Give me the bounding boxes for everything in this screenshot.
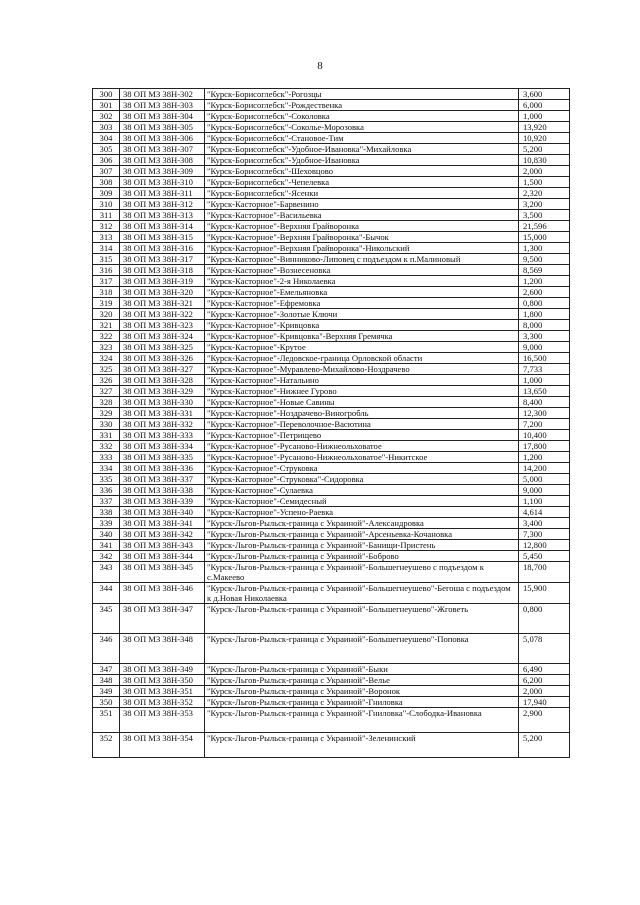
row-number-cell: 332 [93,441,120,452]
road-code-cell: 38 ОП МЗ 38Н-343 [120,540,205,551]
row-number-cell: 305 [93,144,120,155]
road-name-cell: "Курск-Борисоглебск"-Ясенки [205,188,519,199]
road-length-cell: 5,000 [519,474,570,485]
road-name-cell: "Курск-Касторное"-Струковка [205,463,519,474]
road-name-cell: "Курск-Борисоглебск"-Удобное-Ивановка"-Михайловка [205,144,519,155]
row-number-cell: 335 [93,474,120,485]
row-number-cell: 306 [93,155,120,166]
row-number-cell: 322 [93,331,120,342]
road-code-cell: 38 ОП МЗ 38Н-352 [120,697,205,708]
table-row [93,496,570,507]
road-name-cell: "Курск-Касторное"-Новые Савины [205,397,519,408]
road-code-cell: 38 ОП МЗ 38Н-304 [120,111,205,122]
road-length-cell: 13,650 [519,386,570,397]
road-code-cell: 38 ОП МЗ 38Н-344 [120,551,205,562]
road-length-cell: 17,940 [519,697,570,708]
road-name-cell: "Курск-Льгов-Рыльск-граница с Украиной"-Большегнеушево"-Бегоша с подъездом к д.Новая Николаевка [205,583,519,604]
road-length-cell: 5,200 [519,144,570,155]
road-name-cell: "Курск-Касторное"-Муравлево-Михайлово-Ноздрачево [205,364,519,375]
table-row [93,144,570,155]
road-length-cell: 8,000 [519,320,570,331]
table-row [93,199,570,210]
road-length-cell: 8,569 [519,265,570,276]
road-code-cell: 38 ОП МЗ 38Н-318 [120,265,205,276]
road-length-cell: 3,300 [519,331,570,342]
road-code-cell: 38 ОП МЗ 38Н-351 [120,686,205,697]
road-name-cell: "Курск-Льгов-Рыльск-граница с Украиной"-Зеленинский [205,733,519,758]
row-number-cell: 320 [93,309,120,320]
road-name-cell: "Курск-Касторное"-Верхняя Грайворонка"-Бычок [205,232,519,243]
road-length-cell: 2,000 [519,166,570,177]
table-row [93,634,570,664]
road-name-cell: "Курск-Льгов-Рыльск-граница с Украиной"-Большегнеушево с подъездом к с.Макеево [205,562,519,583]
row-number-cell: 316 [93,265,120,276]
row-number-cell: 311 [93,210,120,221]
road-code-cell: 38 ОП МЗ 38Н-314 [120,221,205,232]
table-row [93,188,570,199]
table-row [93,243,570,254]
road-length-cell: 21,596 [519,221,570,232]
road-name-cell: "Курск-Касторное"-Верхняя Грайворонка"-Никольский [205,243,519,254]
row-number-cell: 348 [93,675,120,686]
row-number-cell: 325 [93,364,120,375]
road-name-cell: "Курск-Касторное"-Переволочное-Васютина [205,419,519,430]
row-number-cell: 319 [93,298,120,309]
road-code-cell: 38 ОП МЗ 38Н-335 [120,452,205,463]
row-number-cell: 352 [93,733,120,758]
road-code-cell: 38 ОП МЗ 38Н-334 [120,441,205,452]
row-number-cell: 350 [93,697,120,708]
road-code-cell: 38 ОП МЗ 38Н-328 [120,375,205,386]
road-code-cell: 38 ОП МЗ 38Н-306 [120,133,205,144]
road-length-cell: 10,830 [519,155,570,166]
road-length-cell: 1,800 [519,309,570,320]
row-number-cell: 331 [93,430,120,441]
table-row [93,100,570,111]
table-row [93,177,570,188]
road-code-cell: 38 ОП МЗ 38Н-326 [120,353,205,364]
table-row [93,708,570,733]
road-code-cell: 38 ОП МЗ 38Н-331 [120,408,205,419]
row-number-cell: 312 [93,221,120,232]
table-row [93,276,570,287]
table-row [93,551,570,562]
table-row [93,452,570,463]
table-row [93,89,570,100]
table-row [93,540,570,551]
row-number-cell: 308 [93,177,120,188]
table-row [93,342,570,353]
road-length-cell: 10,920 [519,133,570,144]
row-number-cell: 301 [93,100,120,111]
table-row [93,583,570,604]
road-name-cell: "Курск-Льгов-Рыльск-граница с Украиной"-Большегнеушево"-Поповка [205,634,519,664]
table-row [93,232,570,243]
road-length-cell: 12,800 [519,540,570,551]
row-number-cell: 340 [93,529,120,540]
road-length-cell: 3,600 [519,89,570,100]
row-number-cell: 323 [93,342,120,353]
road-code-cell: 38 ОП МЗ 38Н-307 [120,144,205,155]
road-name-cell: "Курск-Касторное"-Емельяновка [205,287,519,298]
road-length-cell: 1,200 [519,276,570,287]
table-row [93,375,570,386]
road-name-cell: "Курск-Касторное"-Золотые Ключи [205,309,519,320]
road-code-cell: 38 ОП МЗ 38Н-340 [120,507,205,518]
table-row [93,353,570,364]
road-code-cell: 38 ОП МЗ 38Н-303 [120,100,205,111]
roads-table-body [93,89,570,758]
row-number-cell: 351 [93,708,120,733]
table-row [93,287,570,298]
row-number-cell: 318 [93,287,120,298]
table-row [93,604,570,634]
row-number-cell: 338 [93,507,120,518]
road-name-cell: "Курск-Борисоглебск"-Удобное-Ивановка [205,155,519,166]
table-row [93,331,570,342]
road-code-cell: 38 ОП МЗ 38Н-336 [120,463,205,474]
row-number-cell: 310 [93,199,120,210]
road-length-cell: 2,900 [519,708,570,733]
row-number-cell: 321 [93,320,120,331]
road-code-cell: 38 ОП МЗ 38Н-330 [120,397,205,408]
road-code-cell: 38 ОП МЗ 38Н-341 [120,518,205,529]
row-number-cell: 336 [93,485,120,496]
table-row [93,298,570,309]
road-code-cell: 38 ОП МЗ 38Н-322 [120,309,205,320]
road-name-cell: "Курск-Касторное"-Сулаевка [205,485,519,496]
table-row [93,122,570,133]
row-number-cell: 307 [93,166,120,177]
road-length-cell: 2,000 [519,686,570,697]
row-number-cell: 333 [93,452,120,463]
road-length-cell: 8,400 [519,397,570,408]
road-name-cell: "Курск-Касторное"-Кривцовка [205,320,519,331]
road-name-cell: "Курск-Касторное"-Ледовское-граница Орловской области [205,353,519,364]
table-row [93,733,570,758]
road-name-cell: "Курск-Борисоглебск"-Шеховцово [205,166,519,177]
road-length-cell: 6,200 [519,675,570,686]
road-code-cell: 38 ОП МЗ 38Н-329 [120,386,205,397]
table-row [93,474,570,485]
road-name-cell: "Курск-Касторное"-2-я Николаевка [205,276,519,287]
road-name-cell: "Курск-Борисоглебск"-Рождественка [205,100,519,111]
table-row [93,441,570,452]
row-number-cell: 309 [93,188,120,199]
road-code-cell: 38 ОП МЗ 38Н-319 [120,276,205,287]
road-name-cell: "Курск-Льгов-Рыльск-граница с Украиной"-Александровка [205,518,519,529]
road-name-cell: "Курск-Касторное"-Ноздрачево-Виногробль [205,408,519,419]
road-length-cell: 7,300 [519,529,570,540]
road-name-cell: "Курск-Борисоглебск"-Соколье-Морозовка [205,122,519,133]
road-length-cell: 2,320 [519,188,570,199]
row-number-cell: 313 [93,232,120,243]
road-code-cell: 38 ОП МЗ 38Н-310 [120,177,205,188]
road-name-cell: "Курск-Касторное"-Верхняя Грайворонка [205,221,519,232]
road-code-cell: 38 ОП МЗ 38Н-345 [120,562,205,583]
road-code-cell: 38 ОП МЗ 38Н-316 [120,243,205,254]
road-length-cell: 5,078 [519,634,570,664]
row-number-cell: 300 [93,89,120,100]
table-row [93,265,570,276]
road-code-cell: 38 ОП МЗ 38Н-327 [120,364,205,375]
road-name-cell: "Курск-Касторное"-Нижнее Гурово [205,386,519,397]
row-number-cell: 341 [93,540,120,551]
road-code-cell: 38 ОП МЗ 38Н-339 [120,496,205,507]
table-row [93,463,570,474]
road-length-cell: 1,000 [519,375,570,386]
road-name-cell: "Курск-Касторное"-Русаново-Нижнеольховатое"-Никитское [205,452,519,463]
road-length-cell: 1,000 [519,111,570,122]
road-length-cell: 5,450 [519,551,570,562]
row-number-cell: 303 [93,122,120,133]
row-number-cell: 330 [93,419,120,430]
road-length-cell: 2,600 [519,287,570,298]
road-length-cell: 10,400 [519,430,570,441]
road-length-cell: 17,800 [519,441,570,452]
road-code-cell: 38 ОП МЗ 38Н-324 [120,331,205,342]
road-length-cell: 3,400 [519,518,570,529]
row-number-cell: 327 [93,386,120,397]
road-name-cell: "Курск-Касторное"-Барвенино [205,199,519,210]
row-number-cell: 344 [93,583,120,604]
road-length-cell: 15,000 [519,232,570,243]
row-number-cell: 347 [93,664,120,675]
road-code-cell: 38 ОП МЗ 38Н-332 [120,419,205,430]
road-code-cell: 38 ОП МЗ 38Н-317 [120,254,205,265]
table-row [93,675,570,686]
road-code-cell: 38 ОП МЗ 38Н-312 [120,199,205,210]
row-number-cell: 339 [93,518,120,529]
row-number-cell: 349 [93,686,120,697]
road-code-cell: 38 ОП МЗ 38Н-325 [120,342,205,353]
road-name-cell: "Курск-Касторное"-Русаново-Нижнеольховатое [205,441,519,452]
road-length-cell: 1,300 [519,243,570,254]
road-code-cell: 38 ОП МЗ 38Н-308 [120,155,205,166]
road-length-cell: 18,700 [519,562,570,583]
road-length-cell: 7,200 [519,419,570,430]
road-name-cell: "Курск-Касторное"-Крутое [205,342,519,353]
table-row [93,507,570,518]
road-length-cell: 1,100 [519,496,570,507]
road-name-cell: "Курск-Касторное"-Успено-Раевка [205,507,519,518]
road-code-cell: 38 ОП МЗ 38Н-315 [120,232,205,243]
road-name-cell: "Курск-Льгов-Рыльск-граница с Украиной"-Большегнеушево"-Жговеть [205,604,519,634]
row-number-cell: 326 [93,375,120,386]
road-length-cell: 12,300 [519,408,570,419]
road-name-cell: "Курск-Касторное"-Натальино [205,375,519,386]
road-name-cell: "Курск-Касторное"-Васильевка [205,210,519,221]
road-code-cell: 38 ОП МЗ 38Н-309 [120,166,205,177]
road-name-cell: "Курск-Борисоглебск"-Рогозцы [205,89,519,100]
road-name-cell: "Курск-Касторное"-Вознесеновка [205,265,519,276]
table-row [93,210,570,221]
table-row [93,562,570,583]
road-code-cell: 38 ОП МЗ 38Н-349 [120,664,205,675]
road-code-cell: 38 ОП МЗ 38Н-354 [120,733,205,758]
row-number-cell: 334 [93,463,120,474]
table-row [93,254,570,265]
road-name-cell: "Курск-Льгов-Рыльск-граница с Украиной"-Боброво [205,551,519,562]
road-length-cell: 14,200 [519,463,570,474]
table-row [93,419,570,430]
road-name-cell: "Курск-Льгов-Рыльск-граница с Украиной"-Велье [205,675,519,686]
row-number-cell: 329 [93,408,120,419]
road-name-cell: "Курск-Льгов-Рыльск-граница с Украиной"-Быки [205,664,519,675]
road-code-cell: 38 ОП МЗ 38Н-311 [120,188,205,199]
table-row [93,221,570,232]
road-length-cell: 16,500 [519,353,570,364]
road-name-cell: "Курск-Борисоглебск"-Становое-Тим [205,133,519,144]
road-code-cell: 38 ОП МЗ 38Н-338 [120,485,205,496]
road-code-cell: 38 ОП МЗ 38Н-302 [120,89,205,100]
row-number-cell: 343 [93,562,120,583]
table-row [93,309,570,320]
road-code-cell: 38 ОП МЗ 38Н-313 [120,210,205,221]
road-name-cell: "Курск-Касторное"-Винниково-Липовец с подъездом к п.Малиновый [205,254,519,265]
table-row [93,397,570,408]
road-code-cell: 38 ОП МЗ 38Н-320 [120,287,205,298]
row-number-cell: 328 [93,397,120,408]
road-length-cell: 4,614 [519,507,570,518]
road-code-cell: 38 ОП МЗ 38Н-342 [120,529,205,540]
road-code-cell: 38 ОП МЗ 38Н-350 [120,675,205,686]
road-length-cell: 0,800 [519,604,570,634]
road-name-cell: "Курск-Касторное"-Струковка"-Сидоровка [205,474,519,485]
table-row [93,529,570,540]
road-name-cell: "Курск-Льгов-Рыльск-граница с Украиной"-Гниловка [205,697,519,708]
road-name-cell: "Курск-Льгов-Рыльск-граница с Украиной"-Воронок [205,686,519,697]
table-row [93,364,570,375]
table-row [93,430,570,441]
table-row [93,111,570,122]
row-number-cell: 302 [93,111,120,122]
road-length-cell: 6,490 [519,664,570,675]
roads-table [92,88,570,758]
table-row [93,485,570,496]
road-length-cell: 3,200 [519,199,570,210]
road-length-cell: 5,200 [519,733,570,758]
road-length-cell: 1,500 [519,177,570,188]
road-code-cell: 38 ОП МЗ 38Н-346 [120,583,205,604]
road-length-cell: 0,800 [519,298,570,309]
table-row [93,386,570,397]
road-length-cell: 3,500 [519,210,570,221]
row-number-cell: 337 [93,496,120,507]
road-length-cell: 13,920 [519,122,570,133]
road-code-cell: 38 ОП МЗ 38Н-337 [120,474,205,485]
road-length-cell: 6,000 [519,100,570,111]
road-name-cell: "Курск-Касторное"-Семидесный [205,496,519,507]
road-code-cell: 38 ОП МЗ 38Н-321 [120,298,205,309]
road-code-cell: 38 ОП МЗ 38Н-305 [120,122,205,133]
table-row [93,408,570,419]
row-number-cell: 314 [93,243,120,254]
table-row [93,697,570,708]
road-length-cell: 9,000 [519,342,570,353]
row-number-cell: 317 [93,276,120,287]
table-row [93,664,570,675]
road-name-cell: "Курск-Борисоглебск"-Чепелевка [205,177,519,188]
table-row [93,686,570,697]
road-name-cell: "Курск-Льгов-Рыльск-граница с Украиной"-Арсеньевка-Кочановка [205,529,519,540]
row-number-cell: 324 [93,353,120,364]
road-code-cell: 38 ОП МЗ 38Н-348 [120,634,205,664]
page-number: 8 [317,60,323,72]
table-row [93,133,570,144]
row-number-cell: 315 [93,254,120,265]
row-number-cell: 342 [93,551,120,562]
road-length-cell: 7,733 [519,364,570,375]
road-name-cell: "Курск-Льгов-Рыльск-граница с Украиной"-Банищи-Пристень [205,540,519,551]
row-number-cell: 304 [93,133,120,144]
table-row [93,320,570,331]
road-name-cell: "Курск-Касторное"-Петрищево [205,430,519,441]
road-length-cell: 15,900 [519,583,570,604]
road-length-cell: 9,000 [519,485,570,496]
road-code-cell: 38 ОП МЗ 38Н-347 [120,604,205,634]
road-name-cell: "Курск-Касторное"-Ефремовка [205,298,519,309]
table-row [93,166,570,177]
road-name-cell: "Курск-Борисоглебск"-Соколовка [205,111,519,122]
road-name-cell: "Курск-Касторное"-Кривцовка"-Верхняя Гремячка [205,331,519,342]
road-code-cell: 38 ОП МЗ 38Н-333 [120,430,205,441]
table-row [93,155,570,166]
row-number-cell: 345 [93,604,120,634]
road-code-cell: 38 ОП МЗ 38Н-323 [120,320,205,331]
road-name-cell: "Курск-Льгов-Рыльск-граница с Украиной"-Гниловка"-Слободка-Ивановка [205,708,519,733]
road-length-cell: 1,200 [519,452,570,463]
table-row [93,518,570,529]
road-length-cell: 9,500 [519,254,570,265]
road-code-cell: 38 ОП МЗ 38Н-353 [120,708,205,733]
row-number-cell: 346 [93,634,120,664]
